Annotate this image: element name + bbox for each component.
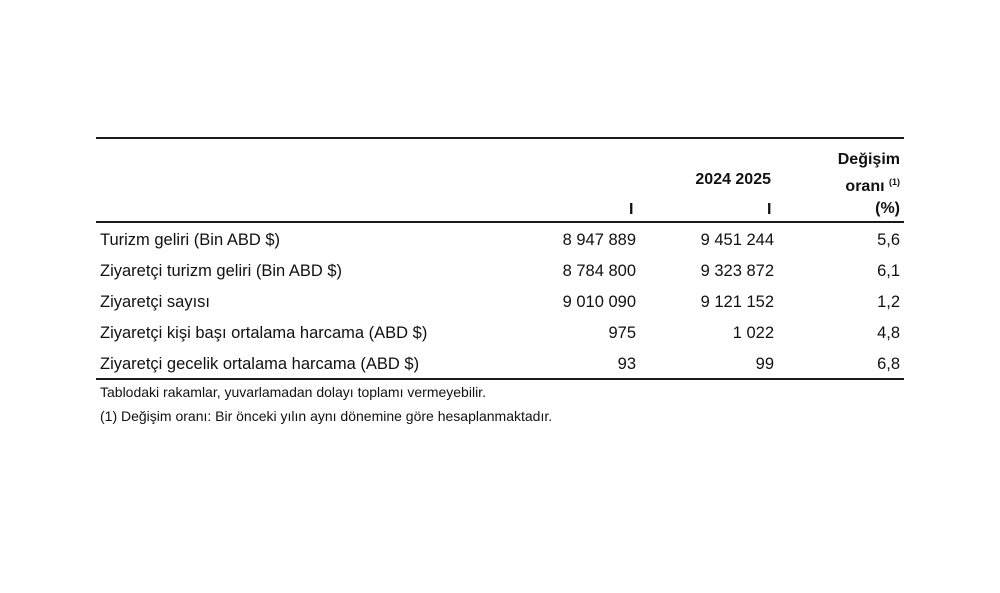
row-value-2025: 9 121 152 — [700, 293, 774, 311]
table-row — [96, 223, 904, 254]
row-change: 6,1 — [877, 262, 900, 280]
row-value-2024: 975 — [608, 324, 636, 342]
row-value-2025: 1 022 — [732, 324, 774, 342]
row-value-2024: 93 — [617, 355, 636, 373]
row-value-2024: 8 947 889 — [562, 231, 636, 249]
header-year-2025: 2025 — [735, 171, 771, 188]
header-period-2024: I — [629, 201, 634, 218]
row-value-2025: 99 — [755, 355, 774, 373]
row-change: 5,6 — [877, 231, 900, 249]
row-value-2025: 9 323 872 — [700, 262, 774, 280]
table-notes — [96, 384, 904, 424]
note-change-rate: (1) Değişim oranı: Bir önceki yılın aynı dönemine göre hesaplanmaktadır. — [100, 408, 553, 424]
header-change-line2 — [838, 171, 900, 198]
header-change-unit: (%) — [875, 200, 900, 217]
table-header — [96, 139, 904, 223]
table-row — [96, 285, 904, 316]
table-row — [96, 316, 904, 347]
header-change-word: oranı — [845, 178, 885, 195]
header-change-rate — [838, 149, 900, 220]
note-rounding: Tablodaki rakamlar, yuvarlamadan dolayı toplamı vermeyebilir. — [100, 384, 486, 400]
row-value-2024: 8 784 800 — [562, 262, 636, 280]
header-period-2025: I — [767, 201, 772, 218]
row-change: 1,2 — [877, 293, 900, 311]
table-row — [96, 347, 904, 380]
row-change: 6,8 — [877, 355, 900, 373]
row-value-2024: 9 010 090 — [562, 293, 636, 311]
tourism-income-table — [96, 137, 904, 424]
header-change-line1: Değişim — [837, 151, 900, 168]
row-label: Ziyaretçi turizm geliri (Bin ABD $) — [100, 262, 343, 280]
row-change: 4,8 — [877, 324, 900, 342]
header-year-2024: 2024 — [695, 171, 731, 188]
row-value-2025: 9 451 244 — [700, 231, 774, 249]
row-label: Ziyaretçi kişi başı ortalama harcama (ABD $) — [100, 324, 428, 342]
row-label: Turizm geliri (Bin ABD $) — [100, 231, 281, 249]
row-label: Ziyaretçi sayısı — [100, 293, 211, 311]
header-change-footnote-marker: (1) — [889, 177, 900, 187]
table-row — [96, 254, 904, 285]
row-label: Ziyaretçi gecelik ortalama harcama (ABD $) — [100, 355, 420, 373]
